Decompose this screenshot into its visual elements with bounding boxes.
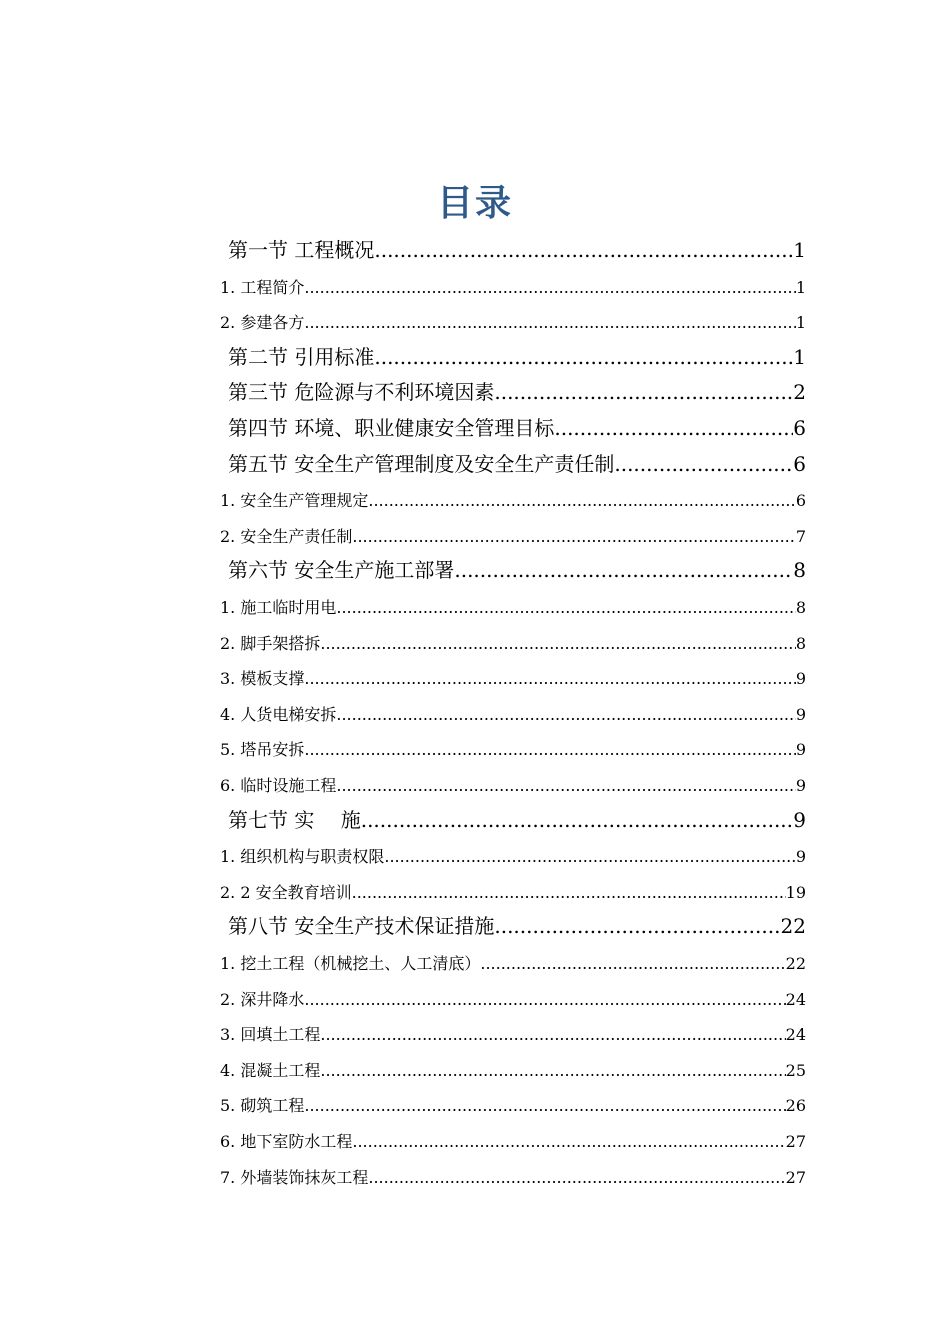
dot-leader [320,1059,785,1083]
toc-subsection-entry[interactable] [220,691,806,727]
toc-subsection-entry[interactable] [220,513,806,549]
toc-entry-label: 4. 混凝土工程 [220,1060,321,1080]
toc-page-number: 26 [785,1096,806,1116]
toc-subsection-entry[interactable] [220,976,806,1012]
dot-leader [304,988,785,1012]
dot-leader [336,596,795,620]
dot-leader [304,311,795,335]
toc-entry-label: 3. 模板支撑 [220,669,305,689]
toc-subsection-entry[interactable] [220,477,806,513]
dot-leader [352,525,795,549]
toc-section-entry[interactable] [228,370,806,406]
toc-entry-label: 1. 工程简介 [220,277,305,297]
dot-leader [320,632,795,656]
toc-entry-label: 1. 挖土工程（机械挖土、人工清底） [220,954,481,973]
toc-subsection-entry[interactable] [220,940,806,976]
toc-entry-label: 第七节 实 施 [228,807,361,832]
toc-page-number: 1 [795,313,806,333]
toc-section-entry[interactable] [228,798,806,834]
toc-page-number: 6 [795,491,806,511]
toc-subsection-entry[interactable] [220,1082,806,1118]
toc-page-number: 1 [795,277,806,297]
toc-section-entry[interactable] [228,442,806,478]
dot-leader [304,276,795,300]
toc-entry-label: 7. 外墙装饰抹灰工程 [220,1167,369,1187]
toc-page-number: 9 [795,740,806,760]
toc-entry-label: 5. 砌筑工程 [220,1096,305,1116]
dot-leader [352,1130,785,1154]
dot-leader [320,1023,785,1047]
toc-page-number: 8 [795,633,806,653]
toc-subsection-entry[interactable] [220,726,806,762]
dot-leader [480,952,785,976]
toc-entry-label: 2. 安全生产责任制 [220,526,353,546]
toc-subsection-entry[interactable] [220,264,806,300]
toc-page-number: 1 [793,238,806,262]
toc-page-number: 8 [795,598,806,617]
toc-subsection-entry[interactable] [220,869,806,905]
dot-leader [304,738,795,762]
toc-page-number: 27 [785,1132,806,1151]
toc-subsection-entry[interactable] [220,1047,806,1083]
toc-subsection-entry[interactable] [220,833,806,869]
toc-entry-label: 第二节 引用标准 [228,344,375,369]
toc-page-number: 7 [795,526,806,546]
dot-leader [304,667,795,691]
toc-entry-label: 第六节 安全生产施工部署 [228,558,455,583]
dot-leader [374,236,793,264]
toc-page-number: 24 [785,1025,806,1045]
toc-entry-label: 1. 施工临时用电 [220,598,337,617]
toc-entry-label: 2. 深井降水 [220,989,305,1009]
dot-leader [494,912,780,940]
toc-page-number: 9 [795,776,806,795]
page-title: 目录 [436,183,513,224]
dot-leader [361,806,794,834]
toc-entry-label: 1. 组织机构与职责权限 [220,847,385,867]
dot-leader [336,703,795,727]
dot-leader [554,414,793,442]
toc-page-number: 27 [785,1167,806,1187]
toc-page-number: 22 [785,954,806,973]
dot-leader [352,881,786,905]
dot-leader [614,450,793,478]
toc-page-number: 25 [785,1060,806,1080]
toc-subsection-entry[interactable] [220,1118,806,1154]
toc-entry-label: 2. 2 安全教育培训 [220,882,352,902]
toc-entry-label: 6. 地下室防水工程 [220,1132,353,1151]
toc-subsection-entry[interactable] [220,299,806,335]
toc-entry-label: 4. 人货电梯安拆 [220,704,337,724]
toc-section-entry[interactable] [228,904,806,940]
dot-leader [336,774,795,798]
toc-subsection-entry[interactable] [220,620,806,656]
toc-subsection-entry[interactable] [220,1011,806,1047]
toc-subsection-entry[interactable] [220,762,806,798]
toc-page-number: 9 [795,847,806,867]
toc-subsection-entry[interactable] [220,1154,806,1190]
toc-page-number: 19 [785,882,806,902]
toc-page-number: 8 [793,558,806,583]
toc-page-number: 1 [793,344,806,369]
dot-leader [384,845,795,869]
dot-leader [368,1166,785,1190]
dot-leader [304,1094,785,1118]
toc-page-number: 22 [780,914,806,939]
toc-section-entry[interactable] [228,548,806,584]
toc-section-entry[interactable] [228,335,806,371]
toc-page-number: 9 [793,807,806,832]
toc-subsection-entry[interactable] [220,584,806,620]
toc-entry-label: 6. 临时设施工程 [220,776,337,795]
toc-page-number: 2 [793,380,806,405]
toc-entry-label: 第五节 安全生产管理制度及安全生产责任制 [228,451,615,476]
dot-leader [494,378,793,406]
toc-section-entry[interactable] [228,228,806,264]
toc-entry-label: 5. 塔吊安拆 [220,740,305,760]
toc-entry-label: 3. 回填土工程 [220,1025,321,1045]
toc-entry-label: 第三节 危险源与不利环境因素 [228,380,495,405]
toc-page-number: 9 [795,669,806,689]
toc-entry-label: 2. 脚手架搭拆 [220,633,321,653]
toc-entry-label: 第八节 安全生产技术保证措施 [228,914,495,939]
toc-entry-label: 2. 参建各方 [220,313,305,333]
toc-page-number: 6 [793,416,806,440]
toc-page-number: 9 [795,704,806,724]
dot-leader [368,489,795,513]
toc-section-entry[interactable] [228,406,806,442]
toc-entry-label: 第四节 环境、职业健康安全管理目标 [228,416,555,440]
toc-entry-label: 1. 安全生产管理规定 [220,491,369,511]
dot-leader [454,556,793,584]
toc-page-number: 24 [785,989,806,1009]
toc-page-number: 6 [793,451,806,476]
toc-entry-label: 第一节 工程概况 [228,238,375,262]
toc-subsection-entry[interactable] [220,655,806,691]
dot-leader [374,343,793,371]
